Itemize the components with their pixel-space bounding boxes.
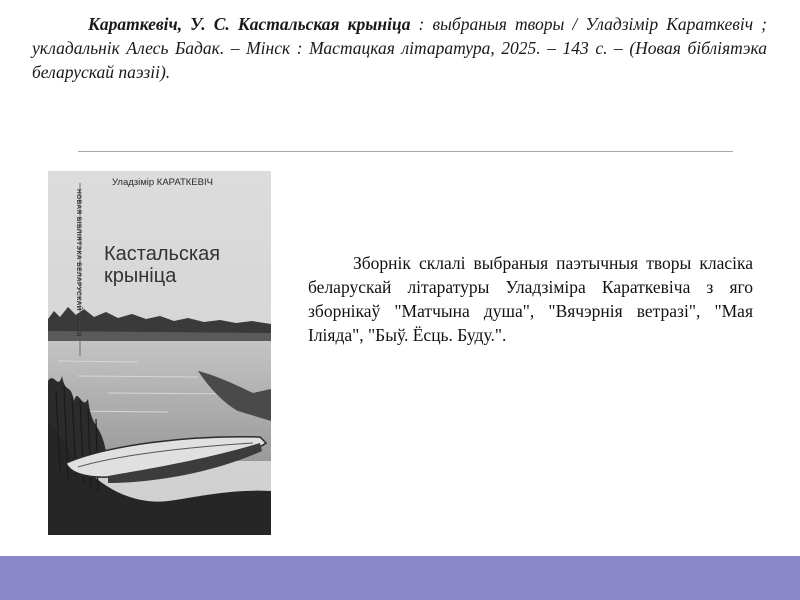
citation-author-title: Караткевіч, У. С. Кастальская крыніца bbox=[88, 14, 411, 34]
book-cover-image bbox=[48, 171, 271, 535]
book-description: Зборнік склалі выбраныя паэтычныя творы класіка беларускай літаратуры Уладзіміра Караткевіча з яго зборнікаў "Матчына душа", "Вячэрнія ветразі", "Мая Іліяда", "Быў. Ёсць. Буду.". bbox=[308, 253, 753, 345]
bibliographic-citation bbox=[32, 12, 767, 84]
citation-details: : выбраныя творы / Уладзімір Караткевіч ; укладальнік Алесь Бадак. – Мінск : Мастацкая літаратура, 2025. – 143 с. – (Новая бібліятэка беларускай паэзіі). bbox=[32, 14, 767, 82]
cover-book-title bbox=[104, 243, 269, 287]
cover-title-line-2: крыніца bbox=[104, 265, 177, 287]
cover-title-line-1: Кастальская bbox=[104, 243, 221, 265]
footer-bar bbox=[0, 556, 800, 600]
divider-line bbox=[78, 151, 733, 152]
cover-author-name: Уладзімір КАРАТКЕВІЧ bbox=[112, 177, 213, 188]
cover-series-label: НОВАЯ БІБЛІЯТЭКА БЕЛАРУСКАЙ ПАЭЗІІ bbox=[75, 189, 82, 337]
